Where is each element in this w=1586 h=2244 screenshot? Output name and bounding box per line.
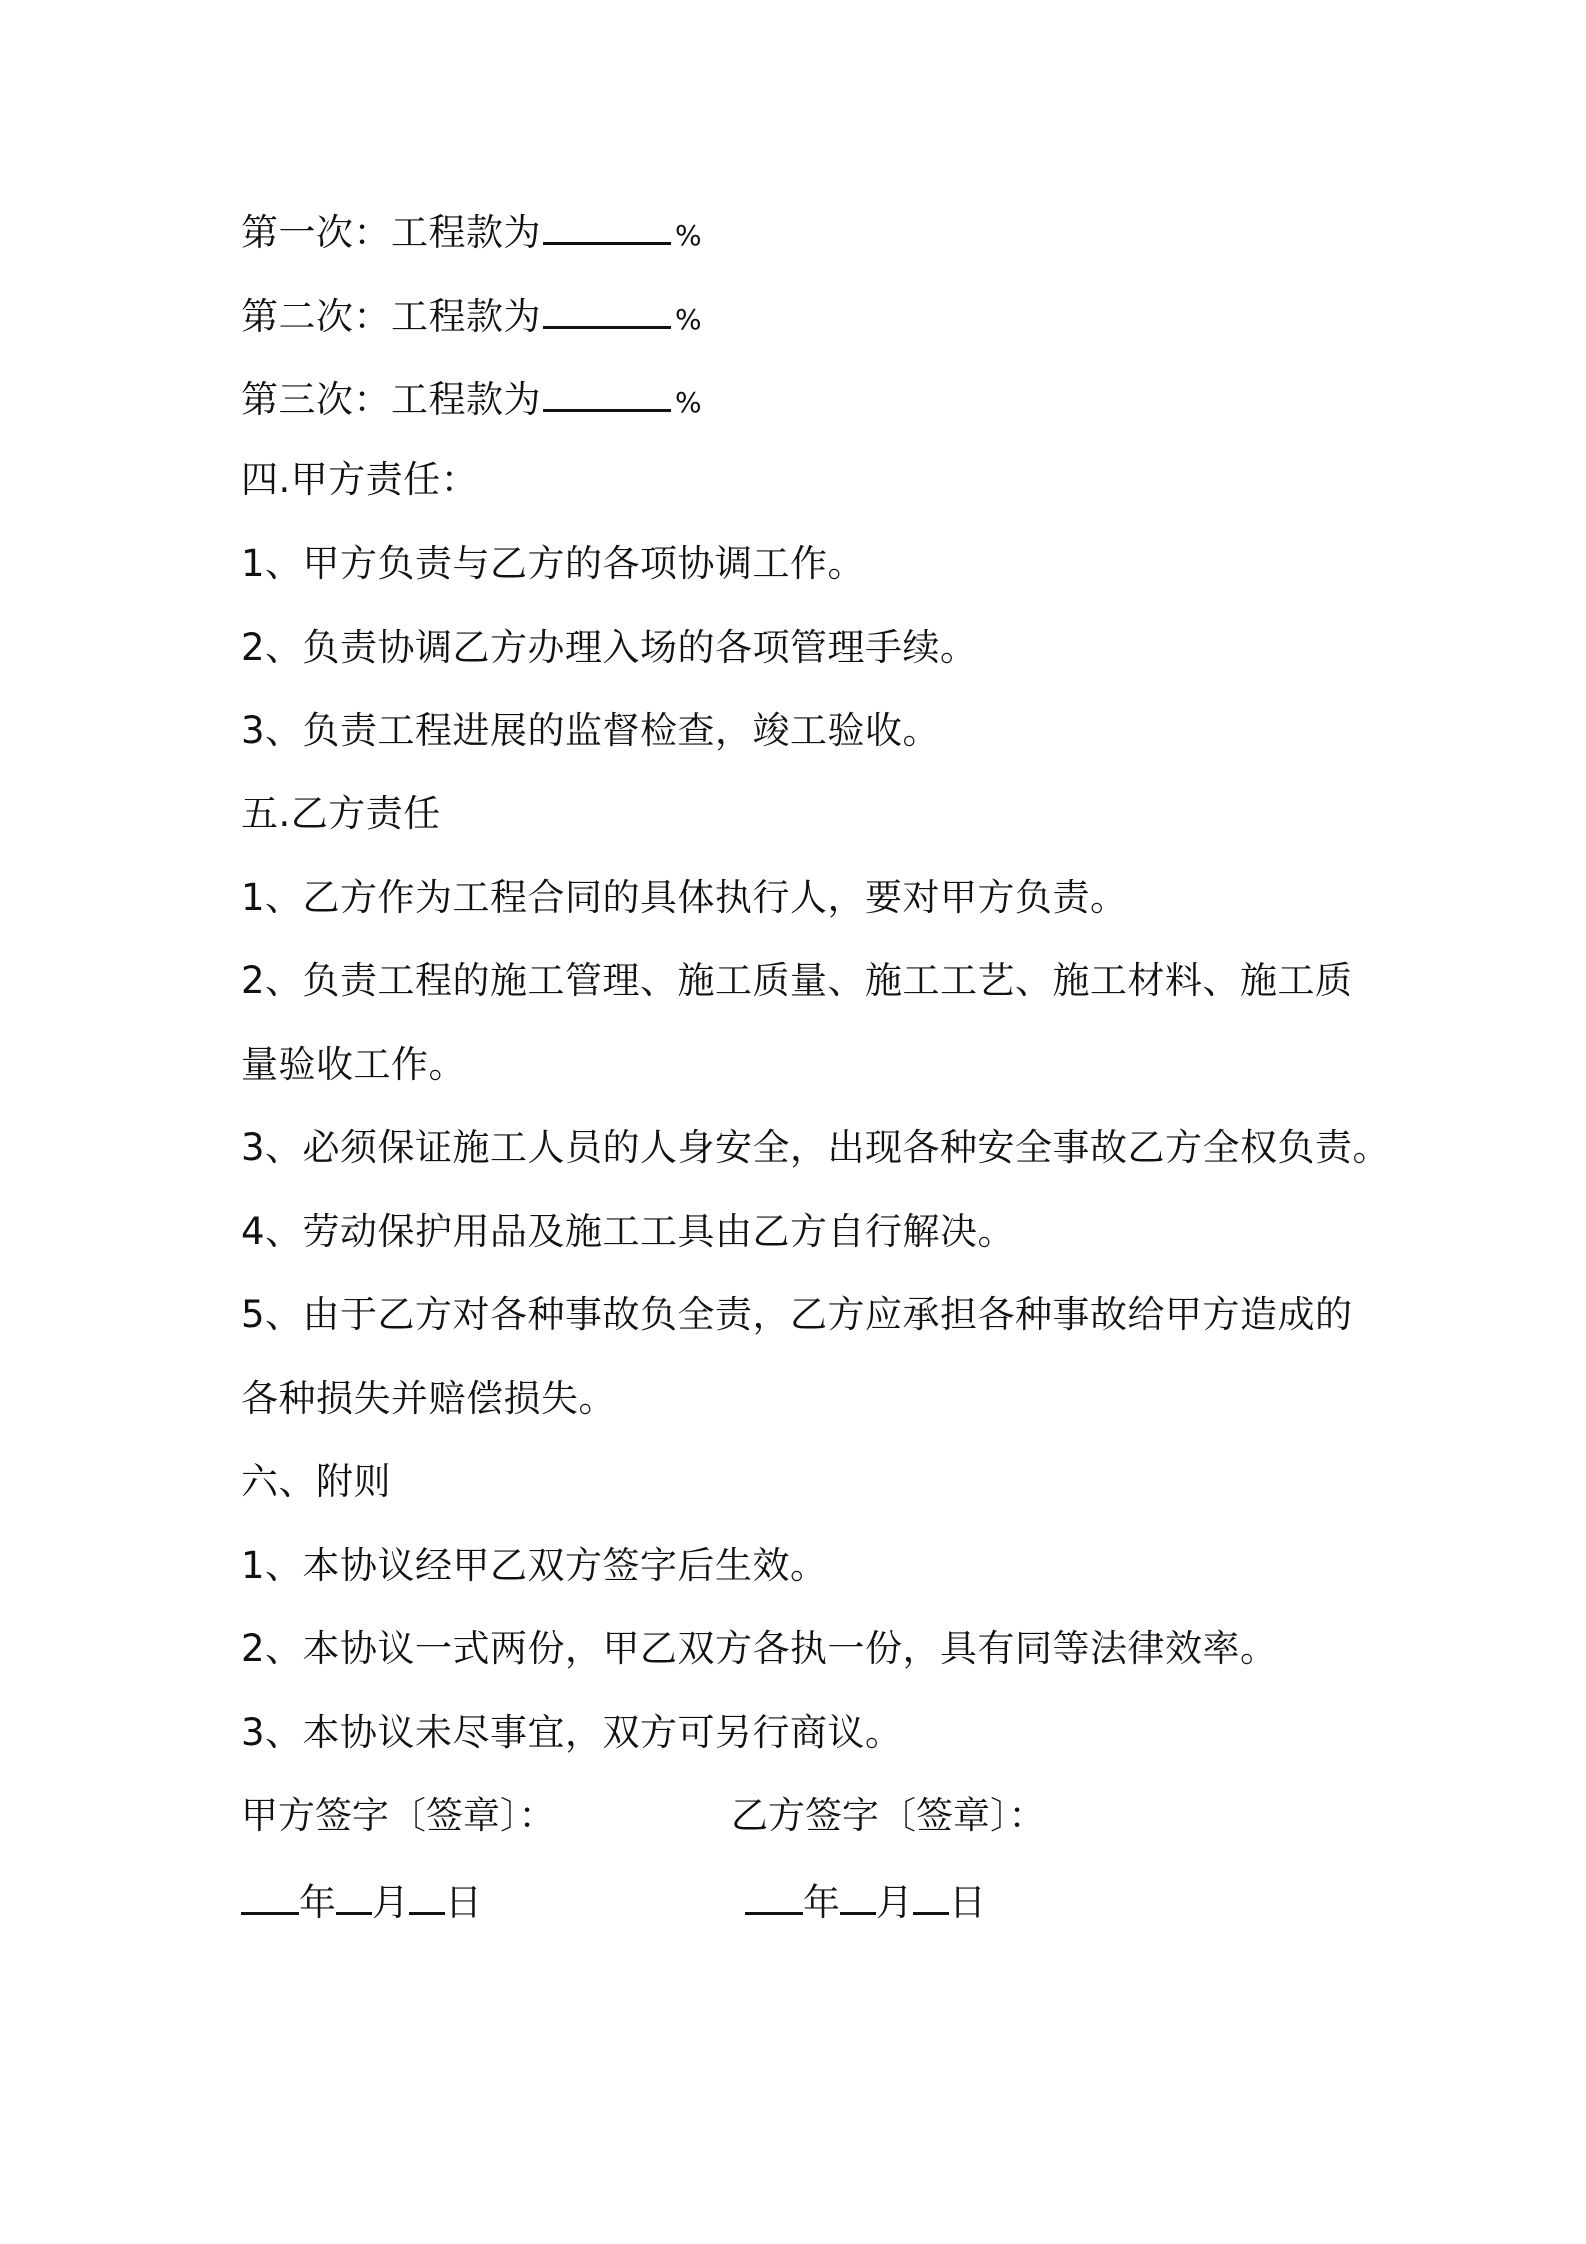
month-label: 月	[372, 1881, 409, 1924]
payment-label: 第二次：工程款为	[241, 295, 541, 338]
month-label: 月	[876, 1881, 913, 1924]
section5-item: 5、由于乙方对各种事故负全责，乙方应承担各种事故给甲方造成的	[241, 1293, 1353, 1336]
section4-item: 3、负责工程进展的监督检查，竣工验收。	[241, 709, 941, 752]
blank-field	[543, 290, 671, 329]
percent-unit: %	[675, 219, 703, 252]
section5-item: 4、劳动保护用品及施工工具由乙方自行解决。	[241, 1210, 1016, 1253]
payment-label: 第一次：工程款为	[241, 211, 541, 254]
payment-line-2	[241, 290, 702, 344]
payment-label: 第三次：工程款为	[241, 378, 541, 421]
payment-line-3	[241, 373, 702, 427]
section6-item: 2、本协议一式两份，甲乙双方各执一份，具有同等法律效率。	[241, 1627, 1278, 1670]
section4-item: 1、甲方负责与乙方的各项协调工作。	[241, 542, 866, 585]
party-b-date	[745, 1876, 986, 1927]
percent-unit: %	[675, 386, 703, 419]
payment-line-1	[241, 206, 702, 260]
section4-item: 2、负责协调乙方办理入场的各项管理手续。	[241, 626, 978, 669]
day-label: 日	[445, 1881, 482, 1924]
section6-heading: 六、附则	[241, 1460, 391, 1503]
section5-item-cont: 各种损失并赔偿损失。	[241, 1377, 616, 1420]
party-b-signature-label: 乙方签字〔签章〕：	[731, 1794, 1046, 1837]
blank-field	[543, 373, 671, 412]
month-blank	[336, 1876, 372, 1915]
section6-item: 1、本协议经甲乙双方签字后生效。	[241, 1544, 828, 1587]
section5-heading: 五.乙方责任	[241, 792, 441, 835]
party-a-signature-label: 甲方签字〔签章〕：	[241, 1794, 556, 1837]
percent-unit: %	[675, 303, 703, 336]
year-label: 年	[299, 1881, 336, 1924]
section4-heading: 四.甲方责任：	[241, 458, 479, 501]
section5-item: 2、负责工程的施工管理、施工质量、施工工艺、施工材料、施工质	[241, 959, 1353, 1002]
section5-item-cont: 量验收工作。	[241, 1043, 466, 1086]
party-a-date	[241, 1876, 482, 1927]
day-blank	[913, 1876, 949, 1915]
section6-item: 3、本协议未尽事宜，双方可另行商议。	[241, 1711, 903, 1754]
blank-field	[543, 206, 671, 245]
year-label: 年	[803, 1881, 840, 1924]
day-label: 日	[949, 1881, 986, 1924]
section5-item: 1、乙方作为工程合同的具体执行人，要对甲方负责。	[241, 876, 1128, 919]
year-blank	[745, 1876, 803, 1915]
day-blank	[409, 1876, 445, 1915]
year-blank	[241, 1876, 299, 1915]
section5-item: 3、必须保证施工人员的人身安全，出现各种安全事故乙方全权负责。	[241, 1126, 1391, 1169]
month-blank	[840, 1876, 876, 1915]
